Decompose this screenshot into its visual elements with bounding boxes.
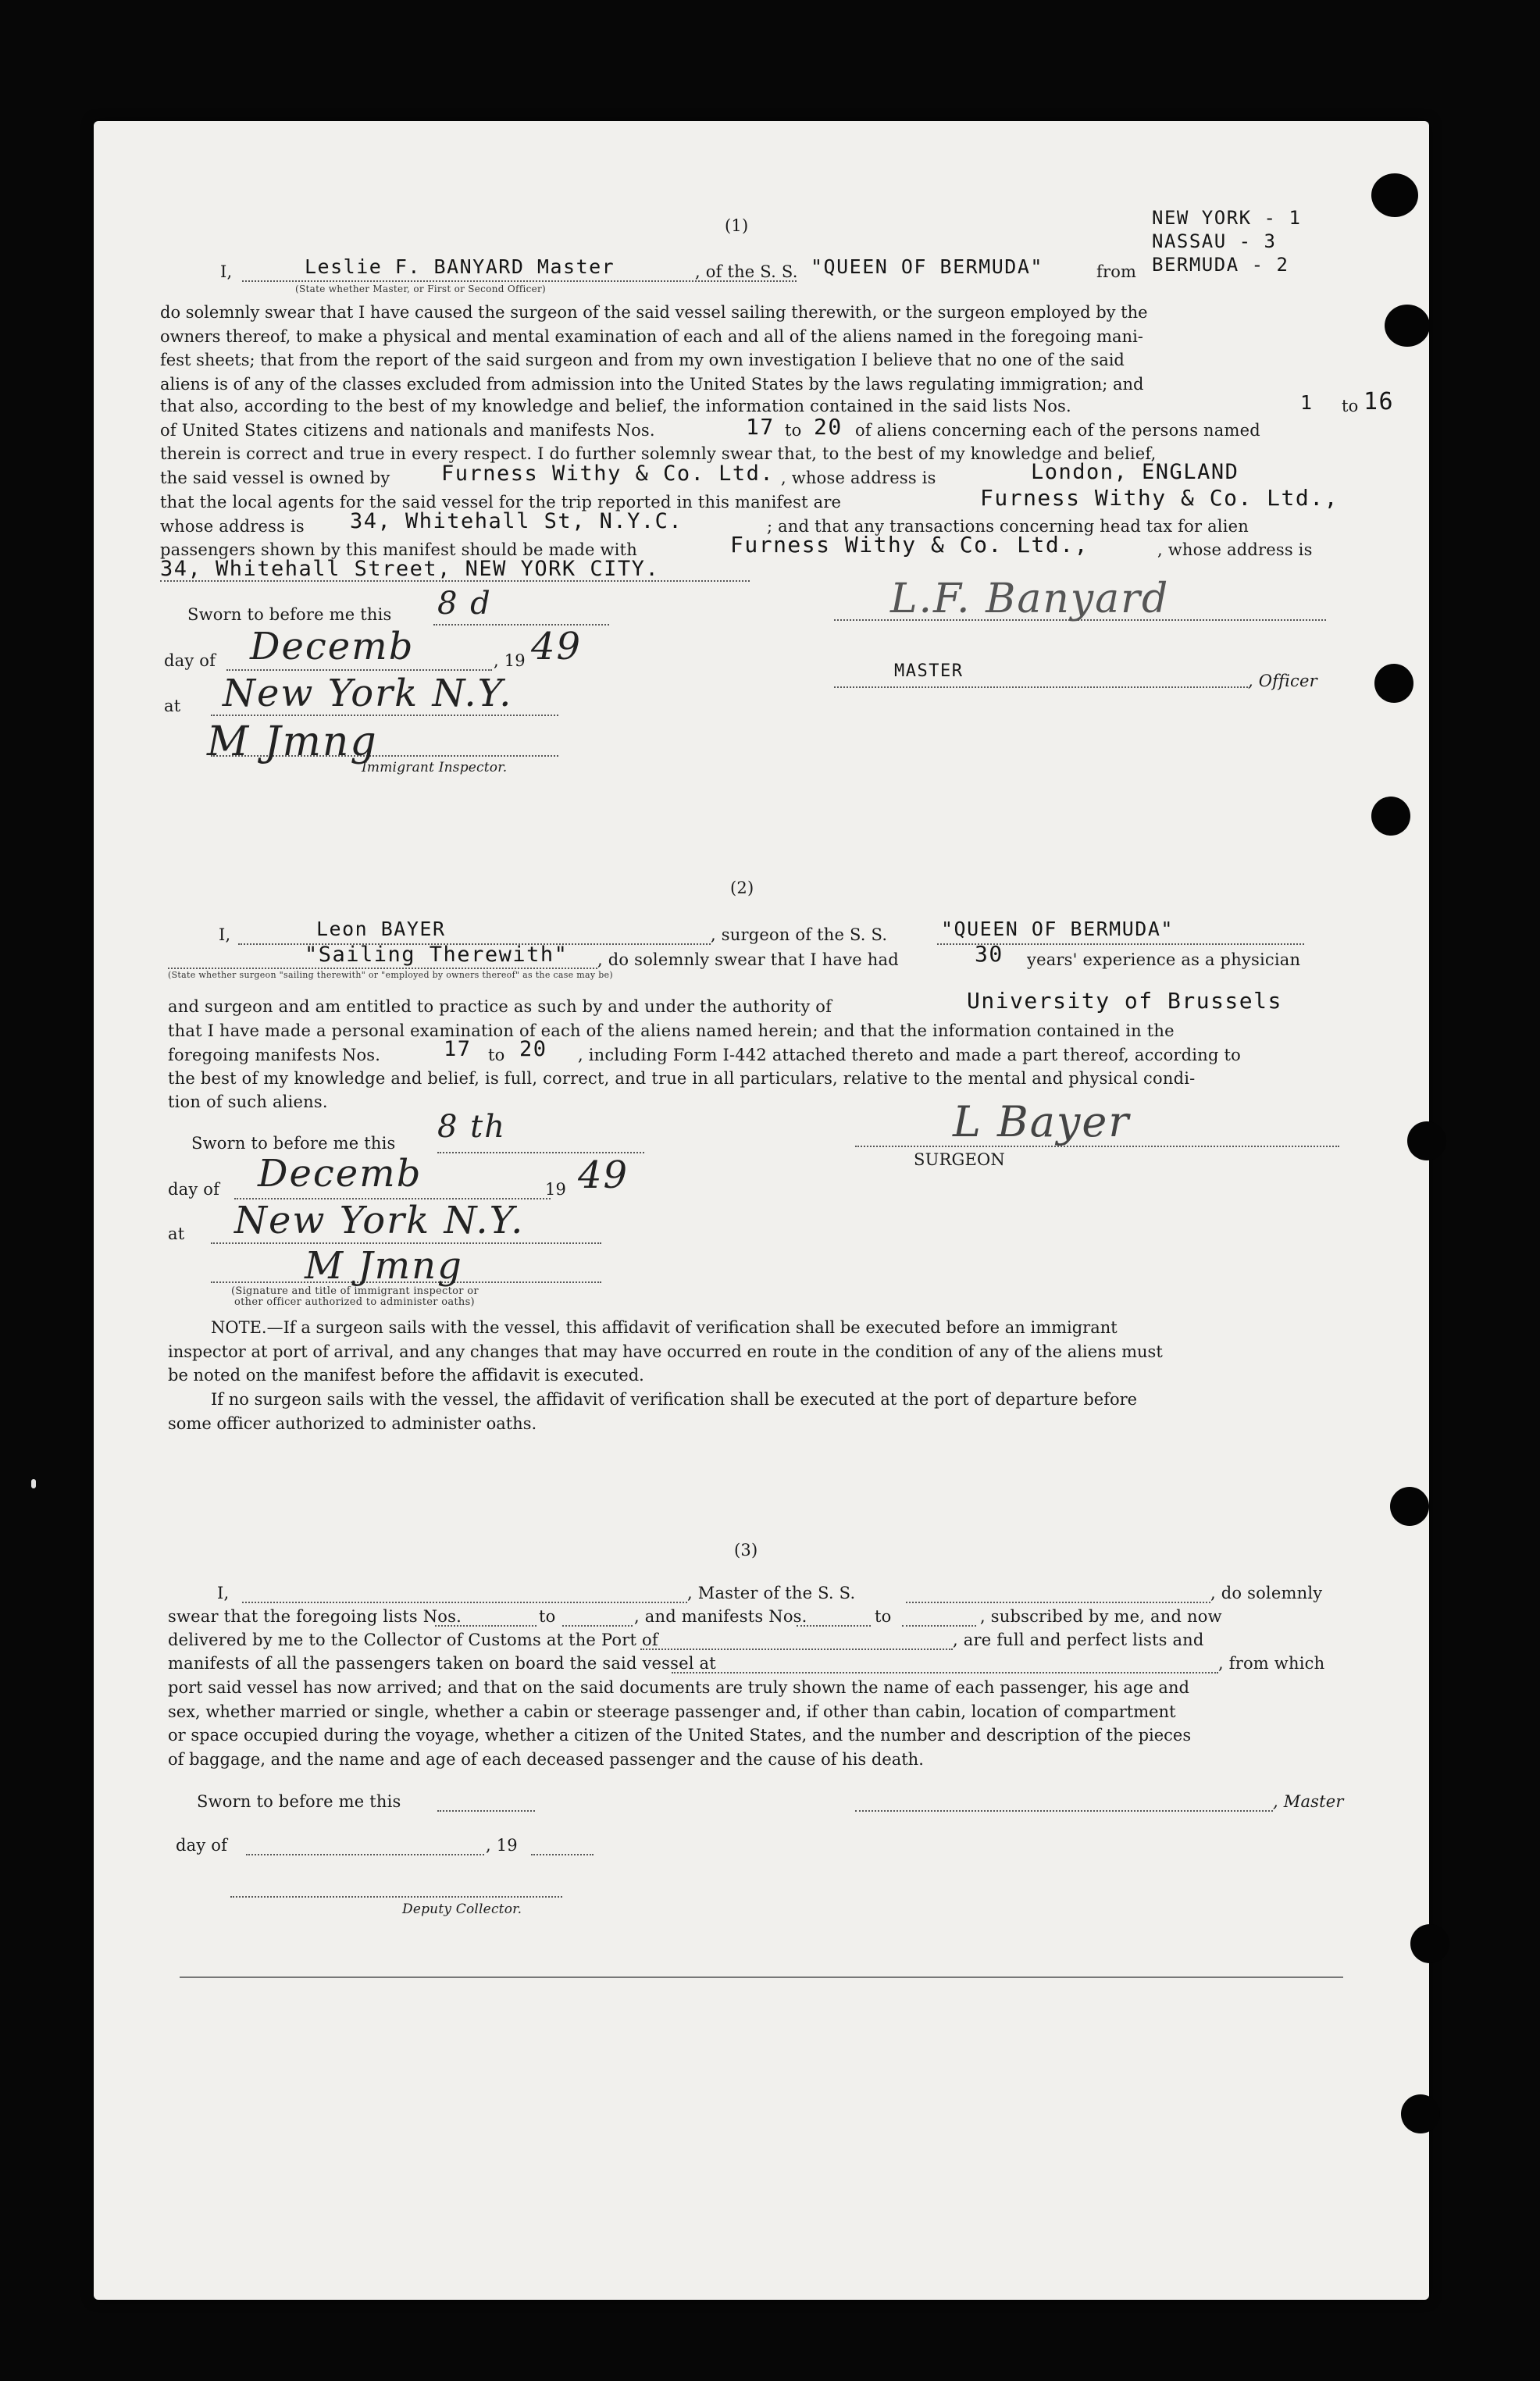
agents-field: Furness Withy & Co. Ltd., (980, 485, 1339, 511)
manifest-page (94, 121, 1429, 2300)
whose-address-label: , whose address is (781, 469, 936, 487)
headtax-address-line (160, 580, 750, 582)
surgeon-line-7: tion of such aliens. (168, 1092, 328, 1111)
officer-line (834, 686, 1248, 688)
sec3-line: or space occupied during the voyage, whether a citizen of the United States, and the number and description of the pieces (168, 1726, 1192, 1745)
authority-text: and surgeon and am entitled to practice as such by and under the authority of (168, 997, 832, 1016)
oath-manifests-text: of United States citizens and nationals and manifests Nos. (160, 421, 655, 440)
note-line: NOTE.—If a surgeon sails with the vessel, this affidavit of verification shall be executed before an immigrant (211, 1318, 1118, 1337)
to-label: to (488, 1046, 505, 1064)
whose-address-label-3: , whose address is (1157, 540, 1313, 559)
local-agents-label: that the local agents for the said vessel for the trip reported in this manifest are (160, 493, 842, 511)
master-name-field: Leslie F. BANYARD Master (305, 255, 615, 278)
sec3-delivered-label: delivered by me to the Collector of Customs at the Port of (168, 1631, 658, 1649)
officer-signature: M Jmng (305, 1244, 463, 1288)
route-bermuda: BERMUDA - 2 (1152, 254, 1289, 276)
sec3-line: sex, whether married or single, whether a cabin or steerage passenger and, if other than cabin, location of compartment (168, 1702, 1176, 1721)
surgeon-vessel-field: "QUEEN OF BERMUDA" (941, 918, 1174, 940)
agents-address-field: 34, Whitehall St, N.Y.C. (350, 509, 683, 533)
year-prefix: , 19 (494, 651, 526, 670)
of-ss-label: , of the S. S. (695, 262, 798, 281)
scan-artifact (31, 1479, 36, 1488)
at-label: at (164, 697, 181, 715)
punch-hole (1410, 1924, 1449, 1963)
to-label: to (785, 421, 802, 440)
place-handwritten-2: New York N.Y. (234, 1199, 525, 1242)
solemnly-swear-text: , do solemnly swear that I have had (597, 950, 899, 969)
sec3-lists-from-line (435, 1625, 537, 1627)
whose-address-label-2: whose address is (160, 517, 305, 536)
sec3-month-line (246, 1854, 484, 1855)
month-handwritten-2: Decemb (258, 1152, 422, 1196)
owner-field: Furness Withy & Co. Ltd. (441, 462, 775, 486)
surgeon-title: SURGEON (914, 1150, 1005, 1169)
sec3-to-label-2: to (875, 1607, 892, 1626)
years-experience-text: years' experience as a physician (1027, 950, 1301, 969)
punch-hole (1371, 173, 1418, 217)
year-handwritten: 49 (531, 625, 583, 668)
sec3-sworn-label: Sworn to before me this (197, 1792, 401, 1811)
sec3-solemnly-label: , do solemnly (1210, 1584, 1323, 1602)
year-prefix-2: 19 (545, 1180, 567, 1199)
sec3-perfect-label: , are full and perfect lists and (953, 1631, 1204, 1649)
sec3-master-of-label: , Master of the S. S. (687, 1584, 856, 1602)
section-number-3: (3) (734, 1541, 758, 1559)
sec3-manifests-of-label: manifests of all the passengers taken on board the said vessel at (168, 1654, 716, 1673)
surgeon-name-field: Leon BAYER (316, 918, 446, 940)
oath-line: fest sheets; that from the report of the said surgeon and from my own investigation I believe that no one of the said (160, 351, 1125, 370)
to-label: to (1342, 397, 1359, 415)
section-number-2: (2) (730, 879, 754, 897)
sec3-master-line (242, 1602, 687, 1603)
sec3-paragraph (168, 1676, 1331, 1772)
owner-address-field: London, ENGLAND (1031, 460, 1239, 484)
sec3-master-signature-line (855, 1810, 1273, 1812)
at-label-2: at (168, 1224, 185, 1243)
bottom-rule (180, 1976, 1343, 1978)
lists-from-field: 1 (1300, 391, 1314, 414)
sec3-day-of-label: day of (176, 1836, 228, 1855)
punch-hole (1371, 797, 1410, 836)
sworn-day-handwritten-2: 8 th (437, 1109, 506, 1145)
section-number-1: (1) (725, 216, 749, 235)
oath-line: aliens is of any of the classes excluded from admission into the United States by the laws regulating immigration; and (160, 375, 1144, 394)
sec3-master-label: , Master (1273, 1792, 1344, 1811)
sec3-year-line (531, 1854, 594, 1855)
day-of-label: day of (164, 651, 216, 670)
sec3-manifests-label: , and manifests Nos. (634, 1607, 807, 1626)
head-tax-text: ; and that any transactions concerning head tax for alien (767, 517, 1249, 536)
lists-to-field: 16 (1364, 388, 1395, 415)
note-paragraph (168, 1316, 1331, 1436)
sec3-from-which-label: , from which (1218, 1654, 1325, 1673)
manifests-nos-label: foregoing manifests Nos. (168, 1046, 381, 1064)
from-label: from (1096, 262, 1137, 281)
sec3-i-label: I, (217, 1584, 230, 1602)
master-state-note: (State whether Master, or First or Second Officer) (295, 283, 547, 294)
master-title-field: MASTER (894, 661, 964, 681)
route-nassau: NASSAU - 3 (1152, 230, 1277, 252)
oath-line: do solemnly swear that I have caused the surgeon of the said vessel sailing therewith, or the surgeon employed by the (160, 303, 1148, 322)
sec3-manifests-from-line (797, 1625, 871, 1627)
sworn-label: Sworn to before me this (187, 605, 392, 624)
headtax-field: Furness Withy & Co. Ltd., (730, 532, 1089, 558)
sec3-collector-line (230, 1896, 562, 1898)
sec3-subscribed-label: , subscribed by me, and now (980, 1607, 1222, 1626)
surgeon-of-label: , surgeon of the S. S. (711, 925, 888, 944)
note-line: If no surgeon sails with the vessel, the affidavit of verification shall be executed at the port of departure before (211, 1390, 1138, 1410)
inspector-label: Immigrant Inspector. (362, 760, 508, 775)
punch-hole (1390, 1487, 1429, 1526)
sec3-lists-to-line (562, 1625, 633, 1627)
sworn-day-line (433, 624, 609, 626)
sec3-boarded-line (672, 1672, 1218, 1673)
form-text: , including Form I-442 attached thereto and made a part thereof, according to (578, 1046, 1241, 1064)
nos-to-field: 20 (519, 1037, 547, 1061)
years-field: 30 (975, 941, 1003, 967)
master-signature: L.F. Banyard (890, 576, 1170, 622)
nos-from-field: 17 (444, 1037, 472, 1061)
place-handwritten: New York N.Y. (223, 672, 513, 715)
punch-hole (1374, 664, 1413, 703)
authority-field: University of Brussels (967, 988, 1282, 1014)
sec3-line: of baggage, and the name and age of each deceased passenger and the cause of his death. (168, 1750, 924, 1770)
sec3-port-line (640, 1649, 953, 1650)
punch-hole (1385, 305, 1430, 347)
sec3-lists-label: swear that the foregoing lists Nos. (168, 1607, 462, 1626)
note-line: inspector at port of arrival, and any changes that may have occurred en route in the condition of any of the aliens must (168, 1342, 1163, 1361)
surgeon-line-6: the best of my knowledge and belief, is full, correct, and true in all particulars, relative to the mental and physical condi- (168, 1069, 1196, 1088)
surgeon-signature: L Bayer (953, 1097, 1131, 1146)
sig-note-1: (Signature and title of immigrant inspector or (231, 1285, 479, 1297)
oath-paragraph-1 (160, 301, 1320, 397)
year-handwritten-2: 49 (578, 1153, 629, 1197)
sec3-line: port said vessel has now arrived; and that on the said documents are truly shown the name of each passenger, his age and (168, 1678, 1189, 1697)
surgeon-state-note: (State whether surgeon "sailing therewith" or "employed by owners thereof" as the case may be) (168, 970, 613, 980)
officer-label: , Officer (1248, 672, 1317, 690)
sec3-year-label: , 19 (486, 1836, 518, 1855)
oath-aliens-text: of aliens concerning each of the persons named (855, 421, 1260, 440)
sec3-manifests-to-line (902, 1625, 976, 1627)
punch-hole (1407, 1121, 1446, 1160)
sec3-to-label: to (539, 1607, 556, 1626)
note-line: be noted on the manifest before the affidavit is executed. (168, 1366, 644, 1385)
day-of-label-2: day of (168, 1180, 220, 1199)
oath-line: owners thereof, to make a physical and mental examination of each and all of the aliens named in the foregoing mani- (160, 326, 1143, 346)
oath-line-7: therein is correct and true in every respect. I do further solemnly swear that, to the best of my knowledge and belief, (160, 444, 1157, 463)
headtax-address-field: 34, Whitehall Street, NEW YORK CITY. (160, 557, 660, 581)
inspector-signature: M Jmng (207, 718, 378, 765)
passengers-text: passengers shown by this manifest should be made with (160, 540, 637, 559)
sailing-field: "Sailing Therewith" (305, 943, 569, 967)
sworn-label-2: Sworn to before me this (191, 1134, 396, 1153)
vessel-name-field: "QUEEN OF BERMUDA" (811, 255, 1043, 278)
manifests-from-field: 17 (746, 414, 775, 440)
oath-lists-text: that also, according to the best of my knowledge and belief, the information contained in the said lists Nos. (160, 397, 1071, 415)
month-line (226, 669, 492, 671)
sec3-vessel-line (906, 1602, 1210, 1603)
oath-i-label: I, (220, 262, 233, 281)
note-line: some officer authorized to administer oaths. (168, 1413, 537, 1433)
sworn-day-handwritten: 8 d (437, 586, 492, 622)
surgeon-line-4: that I have made a personal examination of each of the aliens named herein; and that the information contained in the (168, 1021, 1175, 1040)
punch-hole (1401, 2094, 1440, 2133)
sailing-line (168, 968, 597, 969)
sec3-collector-label: Deputy Collector. (402, 1902, 522, 1917)
manifests-to-field: 20 (814, 414, 843, 440)
month-handwritten: Decemb (250, 625, 415, 668)
surgeon-i-label: I, (219, 925, 231, 944)
owned-by-label: the said vessel is owned by (160, 469, 390, 487)
route-new-york: NEW YORK - 1 (1152, 207, 1302, 229)
sig-note-2: other officer authorized to administer oaths) (234, 1296, 475, 1308)
sec3-sworn-day-line (437, 1810, 535, 1812)
